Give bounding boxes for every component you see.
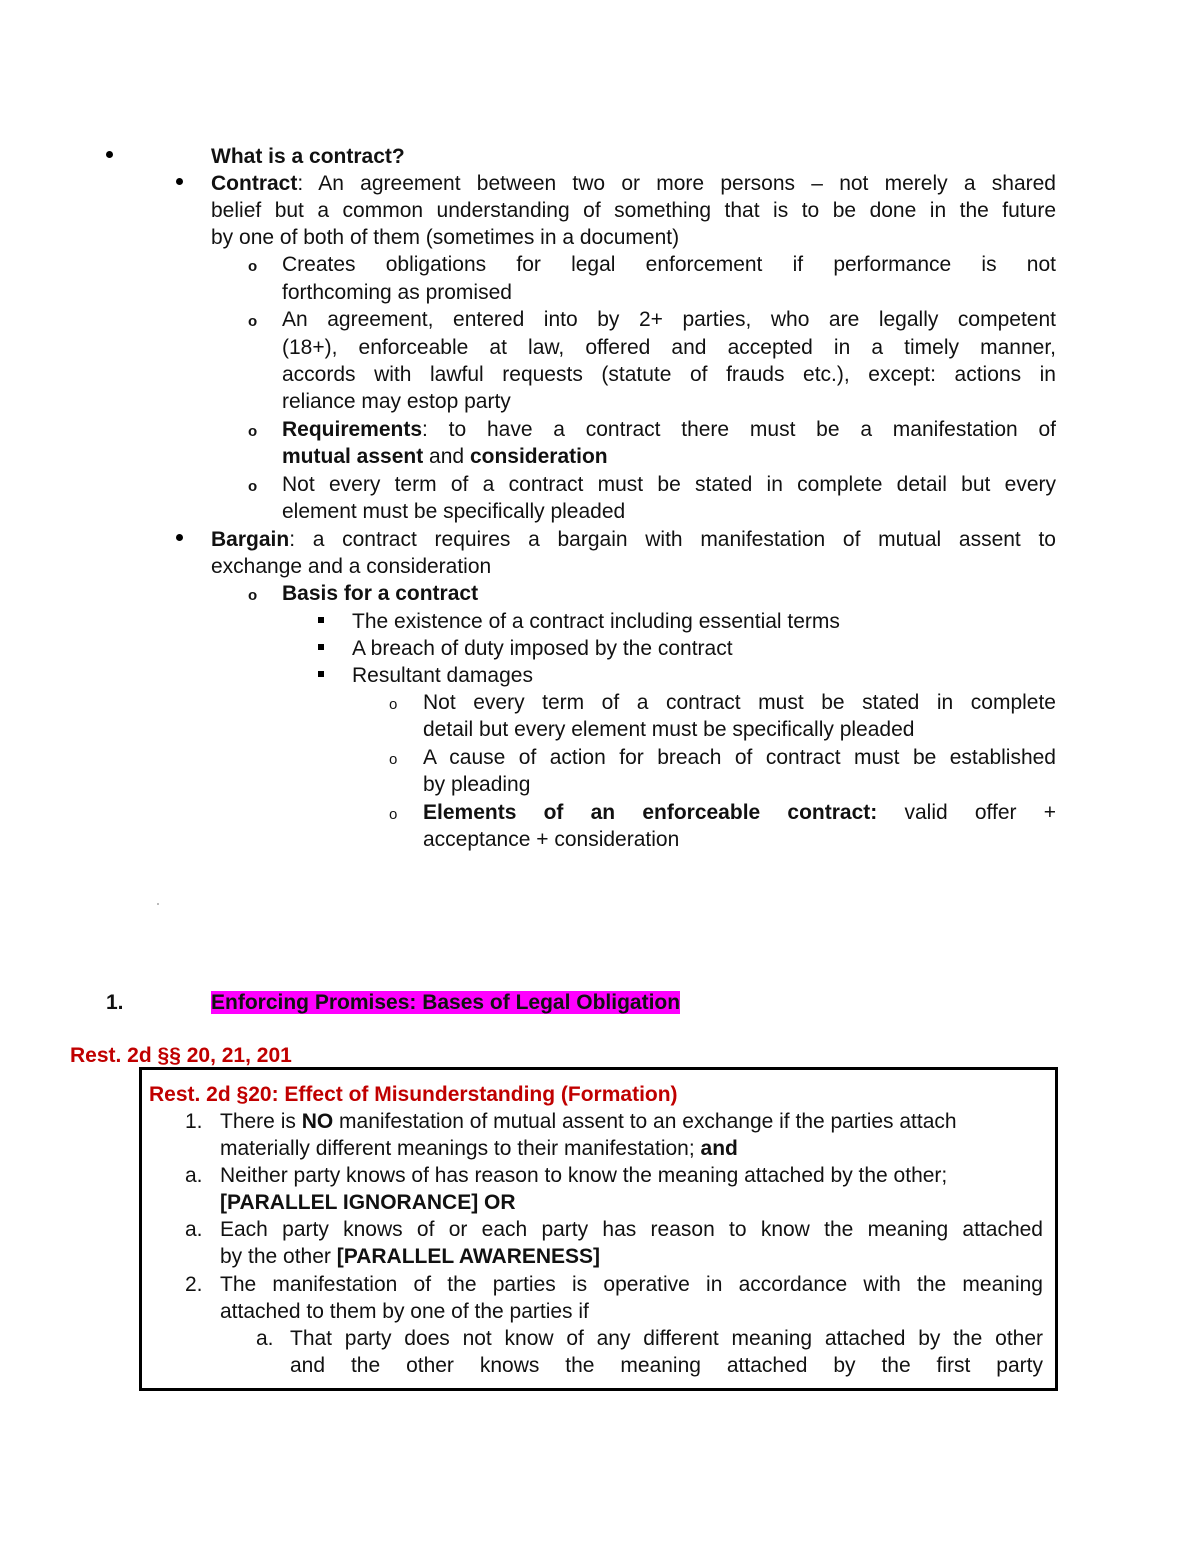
deep-item-2-line-2: by pleading bbox=[423, 773, 531, 796]
requirements-line-2: mutual assent and consideration bbox=[282, 445, 608, 468]
item-2-line-2: attached to them by one of the parties if bbox=[220, 1300, 589, 1323]
question-heading: What is a contract? bbox=[211, 145, 405, 168]
bargain-line-1: Bargain: a contract requires a bargain with manifestation of mutual assent to bbox=[211, 528, 1056, 551]
bullet-icon bbox=[176, 534, 183, 541]
deep-item-1-line-1: Not every term of a contract must be stated in complete bbox=[423, 691, 1056, 714]
agreement-line-1: An agreement, entered into by 2+ parties, who are legally competent bbox=[282, 308, 1056, 331]
item-1-line-2: materially different meanings to their manifestation; and bbox=[220, 1137, 738, 1160]
square-bullet-icon bbox=[318, 671, 324, 677]
deep-item-1-line-2: detail but every element must be specifically pleaded bbox=[423, 718, 915, 741]
item-a-line-1: Neither party knows of has reason to know the meaning attached by the other; bbox=[220, 1164, 948, 1187]
agreement-line-2: (18+), enforceable at law, offered and accepted in a timely manner, bbox=[282, 336, 1056, 359]
item-a-line-2: [PARALLEL IGNORANCE] OR bbox=[220, 1191, 516, 1214]
square-bullet-icon bbox=[318, 644, 324, 650]
item-b-line-1: Each party knows of or each party has reason to know the meaning attached bbox=[220, 1218, 1043, 1241]
agreement-line-4: reliance may estop party bbox=[282, 390, 511, 413]
bullet-icon bbox=[176, 178, 183, 185]
circle-bullet-icon: o bbox=[248, 423, 258, 440]
rest-heading: Rest. 2d §§ 20, 21, 201 bbox=[70, 1044, 292, 1067]
basis-item-1: The existence of a contract including essential terms bbox=[352, 610, 840, 633]
circle-bullet-icon: o bbox=[248, 478, 258, 495]
contract-definition-line-3: by one of both of them (sometimes in a document) bbox=[211, 226, 680, 249]
circle-bullet-icon: o bbox=[248, 258, 258, 275]
bargain-line-2: exchange and a consideration bbox=[211, 555, 492, 578]
item-2-number: 2. bbox=[185, 1273, 203, 1296]
square-bullet-icon bbox=[318, 617, 324, 623]
item-b-number: a. bbox=[185, 1218, 203, 1241]
item-1-line-1: There is NO manifestation of mutual assent to an exchange if the parties attach bbox=[220, 1110, 957, 1133]
deep-item-3-line-1: Elements of an enforceable contract: valid offer + bbox=[423, 801, 1056, 824]
term-detail-line-2: element must be specifically pleaded bbox=[282, 500, 626, 523]
basis-heading: Basis for a contract bbox=[282, 582, 479, 605]
item-2-line-1: The manifestation of the parties is operative in accordance with the meaning bbox=[220, 1273, 1043, 1296]
contract-definition-line-2: belief but a common understanding of something that is to be done in the future bbox=[211, 199, 1056, 222]
basis-item-3: Resultant damages bbox=[352, 664, 533, 687]
circle-bullet-icon: o bbox=[248, 587, 258, 604]
stray-mark bbox=[157, 903, 159, 905]
box-title: Rest. 2d §20: Effect of Misunderstanding (Formation) bbox=[149, 1083, 678, 1106]
item-2a-line-2: and the other knows the meaning attached by the first party bbox=[290, 1354, 1043, 1377]
obligations-line-1: Creates obligations for legal enforcement if performance is not bbox=[282, 253, 1056, 276]
item-2a-number: a. bbox=[256, 1327, 274, 1350]
basis-item-2: A breach of duty imposed by the contract bbox=[352, 637, 733, 660]
item-a-number: a. bbox=[185, 1164, 203, 1187]
section-title bbox=[211, 989, 680, 1016]
deep-item-2-line-1: A cause of action for breach of contract must be established bbox=[423, 746, 1056, 769]
bullet-icon bbox=[106, 151, 113, 158]
item-1-number: 1. bbox=[185, 1110, 203, 1133]
section-number: 1. bbox=[106, 991, 124, 1014]
circle-bullet-icon: o bbox=[389, 806, 398, 823]
circle-bullet-icon: o bbox=[248, 313, 258, 330]
circle-bullet-icon: o bbox=[389, 751, 398, 768]
item-2a-line-1: That party does not know of any different meaning attached by the other bbox=[290, 1327, 1043, 1350]
term-detail-line-1: Not every term of a contract must be stated in complete detail but every bbox=[282, 473, 1056, 496]
agreement-line-3: accords with lawful requests (statute of frauds etc.), except: actions in bbox=[282, 363, 1056, 386]
deep-item-3-line-2: acceptance + consideration bbox=[423, 828, 680, 851]
circle-bullet-icon: o bbox=[389, 696, 398, 713]
obligations-line-2: forthcoming as promised bbox=[282, 281, 512, 304]
requirements-line-1: Requirements: to have a contract there must be a manifestation of bbox=[282, 418, 1056, 441]
item-b-line-2: by the other [PARALLEL AWARENESS] bbox=[220, 1245, 601, 1268]
contract-definition-line-1: Contract: An agreement between two or more persons – not merely a shared bbox=[211, 172, 1056, 195]
highlighted-title: Enforcing Promises: Bases of Legal Obligation bbox=[211, 991, 681, 1014]
